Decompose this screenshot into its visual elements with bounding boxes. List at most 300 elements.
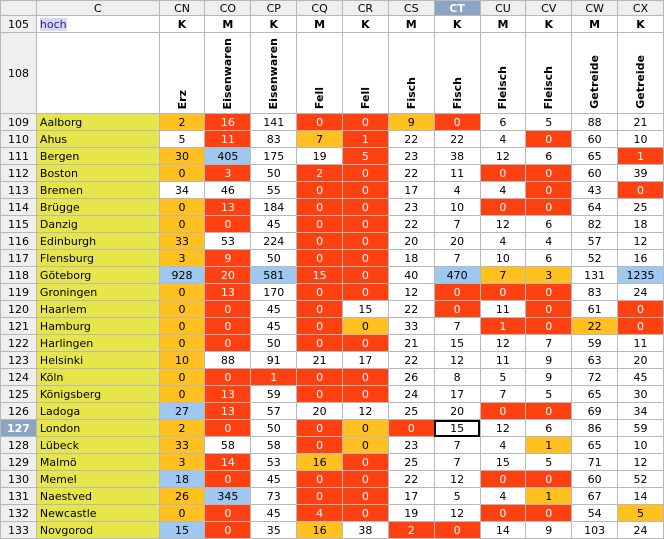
data-cell[interactable]: 0 — [297, 471, 343, 488]
row-header[interactable]: 130 — [1, 471, 37, 488]
data-cell[interactable]: 0 — [205, 335, 251, 352]
data-cell[interactable]: 45 — [251, 301, 297, 318]
data-cell[interactable]: 0 — [343, 250, 389, 267]
data-cell[interactable]: 224 — [251, 233, 297, 250]
data-cell[interactable]: 12 — [480, 148, 526, 165]
data-cell[interactable]: 67 — [572, 488, 618, 505]
data-cell[interactable]: 0 — [297, 318, 343, 335]
data-cell[interactable]: 13 — [205, 284, 251, 301]
city-name-cell[interactable]: Königsberg — [36, 386, 159, 403]
data-cell[interactable]: 12 — [434, 352, 480, 369]
data-cell[interactable]: 21 — [618, 114, 664, 131]
data-cell[interactable]: 26 — [159, 488, 205, 505]
column-header-c[interactable]: C — [36, 1, 159, 16]
data-cell[interactable]: 0 — [297, 284, 343, 301]
data-cell[interactable]: 4 — [526, 233, 572, 250]
data-cell[interactable]: 405 — [205, 148, 251, 165]
data-cell[interactable]: 65 — [572, 148, 618, 165]
data-cell[interactable]: 0 — [343, 318, 389, 335]
data-cell[interactable]: 9 — [526, 522, 572, 539]
data-cell[interactable]: 0 — [480, 403, 526, 420]
data-cell[interactable]: 11 — [618, 335, 664, 352]
data-cell[interactable]: 22 — [388, 471, 434, 488]
city-name-cell[interactable]: Köln — [36, 369, 159, 386]
column-header-cw[interactable]: CW — [572, 1, 618, 16]
data-cell[interactable]: 4 — [480, 437, 526, 454]
column-header-cq[interactable]: CQ — [297, 1, 343, 16]
city-name-cell[interactable]: Brügge — [36, 199, 159, 216]
data-cell[interactable]: 17 — [388, 182, 434, 199]
data-cell[interactable]: 73 — [251, 488, 297, 505]
data-cell[interactable]: 10 — [480, 250, 526, 267]
data-cell[interactable]: 5 — [434, 488, 480, 505]
data-cell[interactable]: 6 — [526, 216, 572, 233]
row-header[interactable]: 123 — [1, 352, 37, 369]
data-cell[interactable]: 60 — [572, 165, 618, 182]
data-cell[interactable]: 43 — [572, 182, 618, 199]
city-name-cell[interactable]: Flensburg — [36, 250, 159, 267]
data-cell[interactable]: 0 — [480, 284, 526, 301]
data-cell[interactable]: 18 — [159, 471, 205, 488]
data-cell[interactable]: 59 — [251, 386, 297, 403]
data-cell[interactable]: 0 — [618, 182, 664, 199]
data-cell[interactable]: 30 — [159, 148, 205, 165]
data-cell[interactable]: 0 — [343, 454, 389, 471]
row-header[interactable]: 121 — [1, 318, 37, 335]
data-cell[interactable]: 1 — [251, 369, 297, 386]
row-header[interactable]: 125 — [1, 386, 37, 403]
data-cell[interactable]: 24 — [618, 522, 664, 539]
data-cell[interactable]: 7 — [434, 318, 480, 335]
data-cell[interactable]: 0 — [480, 165, 526, 182]
data-cell[interactable]: 470 — [434, 267, 480, 284]
data-cell[interactable]: 86 — [572, 420, 618, 437]
row-header[interactable]: 108 — [1, 33, 37, 114]
data-cell[interactable]: 0 — [526, 471, 572, 488]
data-cell[interactable]: 3 — [205, 165, 251, 182]
data-cell[interactable]: 83 — [572, 284, 618, 301]
row-header[interactable]: 117 — [1, 250, 37, 267]
data-cell[interactable]: 11 — [434, 165, 480, 182]
data-cell[interactable]: 16 — [297, 454, 343, 471]
data-cell[interactable]: 0 — [159, 301, 205, 318]
data-cell[interactable]: 0 — [297, 301, 343, 318]
data-cell[interactable]: 0 — [159, 165, 205, 182]
unit-cell[interactable]: K — [618, 16, 664, 33]
goods-header-cell[interactable] — [205, 33, 251, 114]
data-cell[interactable]: 0 — [343, 369, 389, 386]
data-cell[interactable]: 0 — [297, 199, 343, 216]
data-cell[interactable]: 0 — [343, 114, 389, 131]
data-cell[interactable]: 131 — [572, 267, 618, 284]
data-cell[interactable]: 14 — [480, 522, 526, 539]
row-header[interactable]: 126 — [1, 403, 37, 420]
data-cell[interactable]: 61 — [572, 301, 618, 318]
data-cell[interactable]: 50 — [251, 250, 297, 267]
data-cell[interactable]: 0 — [526, 199, 572, 216]
data-cell[interactable]: 13 — [205, 386, 251, 403]
data-cell[interactable]: 4 — [297, 505, 343, 522]
data-cell[interactable]: 88 — [205, 352, 251, 369]
row-header[interactable]: 110 — [1, 131, 37, 148]
city-name-cell[interactable]: Novgorod — [36, 522, 159, 539]
data-cell[interactable]: 45 — [251, 505, 297, 522]
data-cell[interactable]: 18 — [618, 216, 664, 233]
data-cell[interactable]: 22 — [388, 216, 434, 233]
city-name-cell[interactable]: Helsinki — [36, 352, 159, 369]
data-cell[interactable]: 52 — [618, 471, 664, 488]
row-header[interactable]: 122 — [1, 335, 37, 352]
data-cell[interactable]: 57 — [572, 233, 618, 250]
data-cell[interactable]: 0 — [526, 131, 572, 148]
data-cell[interactable]: 72 — [572, 369, 618, 386]
data-cell[interactable]: 581 — [251, 267, 297, 284]
data-cell[interactable]: 16 — [205, 114, 251, 131]
data-cell[interactable]: 15 — [159, 522, 205, 539]
data-cell[interactable]: 64 — [572, 199, 618, 216]
data-cell[interactable]: 10 — [618, 131, 664, 148]
data-cell[interactable]: 0 — [343, 216, 389, 233]
data-cell[interactable]: 3 — [159, 454, 205, 471]
data-cell[interactable]: 25 — [388, 454, 434, 471]
active-cell[interactable]: 15 — [434, 420, 480, 437]
data-cell[interactable]: 9 — [526, 369, 572, 386]
data-cell[interactable]: 12 — [480, 420, 526, 437]
column-header-cp[interactable]: CP — [251, 1, 297, 16]
data-cell[interactable]: 7 — [434, 437, 480, 454]
data-cell[interactable]: 63 — [572, 352, 618, 369]
column-header-cu[interactable]: CU — [480, 1, 526, 16]
data-cell[interactable]: 45 — [251, 216, 297, 233]
data-cell[interactable]: 45 — [251, 318, 297, 335]
city-name-cell[interactable]: Groningen — [36, 284, 159, 301]
data-cell[interactable]: 0 — [343, 267, 389, 284]
data-cell[interactable]: 0 — [343, 165, 389, 182]
data-cell[interactable]: 12 — [480, 216, 526, 233]
data-cell[interactable]: 7 — [434, 250, 480, 267]
data-cell[interactable]: 20 — [388, 233, 434, 250]
data-cell[interactable]: 40 — [388, 267, 434, 284]
data-cell[interactable]: 0 — [526, 301, 572, 318]
column-header-cr[interactable]: CR — [343, 1, 389, 16]
data-cell[interactable]: 58 — [205, 437, 251, 454]
data-cell[interactable]: 23 — [388, 437, 434, 454]
data-cell[interactable]: 10 — [159, 352, 205, 369]
goods-header-cell[interactable] — [297, 33, 343, 114]
data-cell[interactable]: 5 — [159, 131, 205, 148]
data-cell[interactable]: 5 — [618, 505, 664, 522]
data-cell[interactable]: 0 — [205, 216, 251, 233]
data-cell[interactable]: 83 — [251, 131, 297, 148]
column-header-ct[interactable]: CT — [434, 1, 480, 16]
data-cell[interactable]: 21 — [297, 352, 343, 369]
data-cell[interactable]: 2 — [159, 114, 205, 131]
data-cell[interactable]: 103 — [572, 522, 618, 539]
data-cell[interactable]: 7 — [434, 454, 480, 471]
data-cell[interactable]: 3 — [526, 267, 572, 284]
data-cell[interactable]: 2 — [297, 165, 343, 182]
data-cell[interactable]: 175 — [251, 148, 297, 165]
data-cell[interactable]: 22 — [388, 165, 434, 182]
data-cell[interactable]: 0 — [434, 301, 480, 318]
data-cell[interactable]: 0 — [434, 522, 480, 539]
data-cell[interactable]: 0 — [434, 114, 480, 131]
data-cell[interactable]: 10 — [618, 437, 664, 454]
data-cell[interactable]: 30 — [618, 386, 664, 403]
goods-header-cell[interactable] — [159, 33, 205, 114]
data-cell[interactable]: 0 — [159, 505, 205, 522]
data-cell[interactable]: 9 — [388, 114, 434, 131]
data-cell[interactable]: 1 — [526, 488, 572, 505]
data-cell[interactable]: 0 — [618, 318, 664, 335]
data-cell[interactable]: 60 — [572, 131, 618, 148]
city-name-cell[interactable]: Bremen — [36, 182, 159, 199]
goods-header-cell[interactable] — [343, 33, 389, 114]
row-header[interactable]: 129 — [1, 454, 37, 471]
data-cell[interactable]: 12 — [434, 505, 480, 522]
data-cell[interactable]: 12 — [480, 335, 526, 352]
data-cell[interactable]: 16 — [297, 522, 343, 539]
row-header[interactable]: 115 — [1, 216, 37, 233]
goods-header-cell[interactable] — [480, 33, 526, 114]
data-cell[interactable]: 6 — [480, 114, 526, 131]
data-cell[interactable]: 22 — [572, 318, 618, 335]
data-cell[interactable]: 2 — [159, 420, 205, 437]
data-cell[interactable]: 928 — [159, 267, 205, 284]
data-cell[interactable]: 12 — [434, 471, 480, 488]
data-cell[interactable]: 25 — [618, 199, 664, 216]
column-header-cv[interactable]: CV — [526, 1, 572, 16]
data-cell[interactable]: 55 — [251, 182, 297, 199]
city-name-cell[interactable]: Boston — [36, 165, 159, 182]
data-cell[interactable]: 14 — [618, 488, 664, 505]
data-cell[interactable]: 20 — [205, 267, 251, 284]
data-cell[interactable]: 0 — [618, 301, 664, 318]
data-cell[interactable]: 35 — [251, 522, 297, 539]
data-cell[interactable]: 23 — [388, 148, 434, 165]
data-cell[interactable]: 7 — [297, 131, 343, 148]
data-cell[interactable]: 0 — [297, 420, 343, 437]
data-cell[interactable]: 0 — [343, 284, 389, 301]
row-header[interactable]: 114 — [1, 199, 37, 216]
data-cell[interactable]: 0 — [205, 505, 251, 522]
data-cell[interactable]: 14 — [205, 454, 251, 471]
row-header[interactable]: 113 — [1, 182, 37, 199]
data-cell[interactable]: 13 — [205, 199, 251, 216]
data-cell[interactable]: 1 — [618, 148, 664, 165]
data-cell[interactable]: 8 — [434, 369, 480, 386]
data-cell[interactable]: 0 — [526, 403, 572, 420]
data-cell[interactable]: 0 — [297, 114, 343, 131]
city-name-cell[interactable]: Haarlem — [36, 301, 159, 318]
data-cell[interactable]: 5 — [480, 369, 526, 386]
goods-header-cell[interactable] — [251, 33, 297, 114]
data-cell[interactable]: 0 — [480, 505, 526, 522]
data-cell[interactable]: 0 — [297, 386, 343, 403]
data-cell[interactable]: 20 — [297, 403, 343, 420]
data-cell[interactable]: 60 — [572, 471, 618, 488]
data-cell[interactable]: 50 — [251, 165, 297, 182]
city-name-cell[interactable]: Naestved — [36, 488, 159, 505]
data-cell[interactable]: 18 — [388, 250, 434, 267]
city-name-cell[interactable]: Harlingen — [36, 335, 159, 352]
row-header[interactable]: 120 — [1, 301, 37, 318]
data-cell[interactable]: 0 — [297, 216, 343, 233]
data-cell[interactable]: 10 — [434, 199, 480, 216]
data-cell[interactable]: 45 — [618, 369, 664, 386]
unit-cell[interactable]: K — [434, 16, 480, 33]
data-cell[interactable]: 0 — [159, 284, 205, 301]
row-header[interactable]: 124 — [1, 369, 37, 386]
city-name-cell[interactable]: Göteborg — [36, 267, 159, 284]
data-cell[interactable]: 58 — [251, 437, 297, 454]
data-cell[interactable]: 0 — [205, 318, 251, 335]
data-cell[interactable]: 57 — [251, 403, 297, 420]
data-cell[interactable]: 52 — [572, 250, 618, 267]
data-cell[interactable]: 20 — [618, 352, 664, 369]
data-cell[interactable]: 0 — [526, 165, 572, 182]
data-cell[interactable]: 0 — [205, 522, 251, 539]
goods-header-cell[interactable] — [388, 33, 434, 114]
data-cell[interactable]: 39 — [618, 165, 664, 182]
data-cell[interactable]: 34 — [618, 403, 664, 420]
column-header-cn[interactable]: CN — [159, 1, 205, 16]
data-cell[interactable]: 0 — [343, 199, 389, 216]
unit-cell[interactable]: M — [480, 16, 526, 33]
data-cell[interactable]: 0 — [526, 318, 572, 335]
city-name-cell[interactable]: Danzig — [36, 216, 159, 233]
data-cell[interactable]: 7 — [434, 216, 480, 233]
data-cell[interactable]: 24 — [388, 386, 434, 403]
data-cell[interactable]: 5 — [526, 386, 572, 403]
unit-cell[interactable]: K — [251, 16, 297, 33]
data-cell[interactable]: 0 — [343, 420, 389, 437]
data-cell[interactable]: 6 — [526, 250, 572, 267]
data-cell[interactable]: 0 — [343, 233, 389, 250]
unit-row-label[interactable]: hoch — [36, 16, 159, 33]
data-cell[interactable]: 0 — [434, 284, 480, 301]
data-cell[interactable]: 0 — [159, 199, 205, 216]
data-cell[interactable]: 65 — [572, 437, 618, 454]
unit-cell[interactable]: M — [205, 16, 251, 33]
data-cell[interactable]: 0 — [526, 182, 572, 199]
data-cell[interactable]: 0 — [526, 505, 572, 522]
data-cell[interactable]: 0 — [343, 437, 389, 454]
data-cell[interactable]: 0 — [297, 250, 343, 267]
data-cell[interactable]: 91 — [251, 352, 297, 369]
city-name-cell[interactable]: Malmö — [36, 454, 159, 471]
data-cell[interactable]: 0 — [343, 386, 389, 403]
data-cell[interactable]: 34 — [159, 182, 205, 199]
data-cell[interactable]: 6 — [526, 420, 572, 437]
row-header[interactable]: 127 — [1, 420, 37, 437]
data-cell[interactable]: 5 — [526, 454, 572, 471]
data-cell[interactable]: 7 — [480, 267, 526, 284]
data-cell[interactable]: 59 — [572, 335, 618, 352]
data-cell[interactable]: 141 — [251, 114, 297, 131]
data-cell[interactable]: 88 — [572, 114, 618, 131]
row-header[interactable]: 116 — [1, 233, 37, 250]
unit-cell[interactable]: K — [159, 16, 205, 33]
data-cell[interactable]: 21 — [388, 335, 434, 352]
data-cell[interactable]: 12 — [618, 454, 664, 471]
data-cell[interactable]: 0 — [343, 505, 389, 522]
data-cell[interactable]: 17 — [434, 386, 480, 403]
data-cell[interactable]: 0 — [343, 488, 389, 505]
data-cell[interactable]: 0 — [297, 437, 343, 454]
data-cell[interactable]: 17 — [388, 488, 434, 505]
data-cell[interactable]: 0 — [159, 386, 205, 403]
unit-cell[interactable]: K — [343, 16, 389, 33]
data-cell[interactable]: 65 — [572, 386, 618, 403]
data-cell[interactable]: 0 — [480, 199, 526, 216]
data-cell[interactable]: 69 — [572, 403, 618, 420]
city-name-cell[interactable]: Hamburg — [36, 318, 159, 335]
data-cell[interactable]: 0 — [297, 369, 343, 386]
data-cell[interactable]: 53 — [251, 454, 297, 471]
data-cell[interactable]: 38 — [343, 522, 389, 539]
data-cell[interactable]: 9 — [205, 250, 251, 267]
data-cell[interactable]: 0 — [159, 216, 205, 233]
data-cell[interactable]: 5 — [526, 114, 572, 131]
data-cell[interactable]: 11 — [480, 301, 526, 318]
column-header-cx[interactable]: CX — [618, 1, 664, 16]
data-cell[interactable]: 12 — [618, 233, 664, 250]
city-name-cell[interactable]: Ahus — [36, 131, 159, 148]
row-header[interactable]: 109 — [1, 114, 37, 131]
city-name-cell[interactable]: Memel — [36, 471, 159, 488]
goods-header-cell[interactable] — [618, 33, 664, 114]
data-cell[interactable]: 22 — [388, 352, 434, 369]
data-cell[interactable]: 71 — [572, 454, 618, 471]
data-cell[interactable]: 0 — [159, 335, 205, 352]
data-cell[interactable]: 1235 — [618, 267, 664, 284]
data-cell[interactable]: 11 — [205, 131, 251, 148]
city-name-cell[interactable]: Newcastle — [36, 505, 159, 522]
data-cell[interactable]: 7 — [526, 335, 572, 352]
city-name-cell[interactable]: Aalborg — [36, 114, 159, 131]
select-all-corner[interactable] — [1, 1, 37, 16]
data-cell[interactable]: 184 — [251, 199, 297, 216]
data-cell[interactable]: 3 — [159, 250, 205, 267]
column-header-cs[interactable]: CS — [388, 1, 434, 16]
data-cell[interactable]: 17 — [343, 352, 389, 369]
data-cell[interactable]: 59 — [618, 420, 664, 437]
data-cell[interactable]: 9 — [526, 352, 572, 369]
data-cell[interactable]: 4 — [434, 182, 480, 199]
data-cell[interactable]: 6 — [526, 148, 572, 165]
data-cell[interactable]: 54 — [572, 505, 618, 522]
data-cell[interactable]: 0 — [159, 318, 205, 335]
unit-cell[interactable]: M — [297, 16, 343, 33]
data-cell[interactable]: 50 — [251, 335, 297, 352]
row-header[interactable]: 111 — [1, 148, 37, 165]
data-cell[interactable]: 23 — [388, 199, 434, 216]
data-cell[interactable]: 46 — [205, 182, 251, 199]
data-cell[interactable]: 4 — [480, 233, 526, 250]
city-name-cell[interactable]: Edinburgh — [36, 233, 159, 250]
data-cell[interactable]: 53 — [205, 233, 251, 250]
data-cell[interactable]: 33 — [159, 233, 205, 250]
data-cell[interactable]: 4 — [480, 182, 526, 199]
data-cell[interactable]: 11 — [480, 352, 526, 369]
data-cell[interactable]: 22 — [388, 131, 434, 148]
goods-header-cell[interactable] — [572, 33, 618, 114]
row-header[interactable]: 133 — [1, 522, 37, 539]
data-cell[interactable]: 19 — [297, 148, 343, 165]
data-cell[interactable]: 82 — [572, 216, 618, 233]
goods-header-cell[interactable] — [526, 33, 572, 114]
